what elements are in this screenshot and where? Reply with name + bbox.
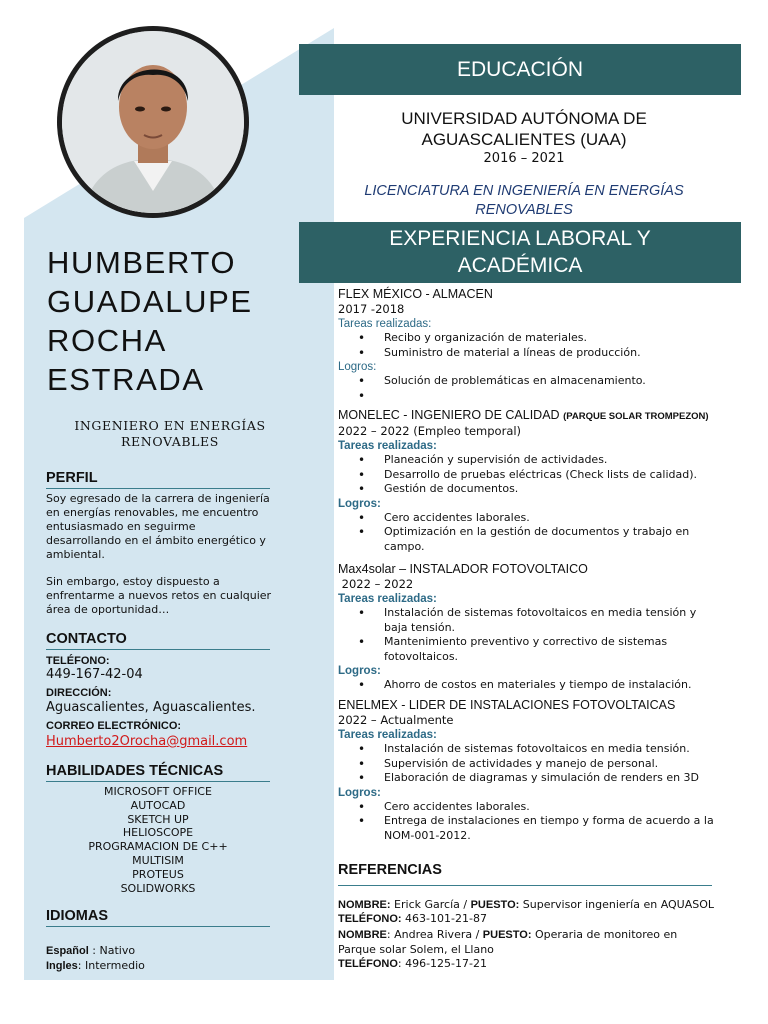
education-header: EDUCACIÓN bbox=[299, 44, 741, 95]
perfil-paragraph: Soy egresado de la carrera de ingeniería en energías renovables, me encuentro entusiasmado en seguirme desarrollando en el ámbito energético y ambiental. bbox=[46, 492, 270, 561]
language-level: : Nativo bbox=[88, 944, 136, 957]
ref-post-label: PUESTO: bbox=[482, 929, 532, 942]
university-name bbox=[334, 108, 714, 150]
language-level: : Intermedio bbox=[77, 959, 145, 972]
logros-list bbox=[338, 374, 718, 403]
tasks-list bbox=[338, 742, 718, 786]
logros-label: Logros: bbox=[338, 361, 377, 373]
name-line: GUADALUPE bbox=[47, 284, 253, 319]
list-item: • Suministro de material a líneas de producción. bbox=[338, 346, 718, 361]
email-link[interactable]: Humberto2Orocha@gmail.com bbox=[46, 734, 248, 749]
university-line: AGUASCALIENTES (UAA) bbox=[421, 130, 627, 149]
phone-label: TELÉFONO: bbox=[46, 655, 110, 667]
job-period: 2017 -2018 bbox=[338, 302, 405, 316]
reference-item bbox=[338, 898, 718, 926]
education-years: 2016 – 2021 bbox=[483, 151, 565, 166]
skills-list bbox=[46, 785, 270, 895]
logros-label: Logros: bbox=[338, 786, 381, 799]
language-item bbox=[46, 944, 135, 957]
language-item bbox=[46, 959, 145, 972]
skill-item: MICROSOFT OFFICE bbox=[104, 785, 212, 798]
reference-item bbox=[338, 928, 718, 971]
job-title-line: RENOVABLES bbox=[121, 434, 219, 449]
skills-heading: HABILIDADES TÉCNICAS bbox=[46, 763, 270, 782]
list-item: • Cero accidentes laborales. bbox=[338, 800, 718, 815]
list-item: • Instalación de sistemas fotovoltaicos en media tensión y baja tensión. bbox=[338, 606, 718, 635]
ref-phone-label: TELÉFONO bbox=[338, 957, 398, 970]
degree-name bbox=[334, 182, 714, 220]
degree-line: RENOVABLES bbox=[475, 202, 573, 218]
skill-item: SKETCH UP bbox=[127, 812, 189, 826]
university-line: UNIVERSIDAD AUTÓNOMA DE bbox=[401, 109, 647, 128]
job-title bbox=[338, 287, 718, 302]
tasks-list bbox=[338, 331, 718, 360]
list-item: • Cero accidentes laborales. bbox=[338, 511, 718, 526]
logros-list bbox=[338, 800, 718, 844]
tasks-label: Tareas realizadas: bbox=[338, 729, 437, 741]
job-entry bbox=[338, 562, 718, 693]
references-heading: REFERENCIAS bbox=[338, 862, 712, 886]
job-note: (PARQUE SOLAR TROMPEZON) bbox=[563, 411, 709, 422]
ref-post-label: PUESTO: bbox=[470, 899, 520, 911]
list-item: • Ahorro de costos en materiales y tiempo de instalación. bbox=[338, 678, 718, 693]
degree-line: LICENCIATURA EN INGENIERÍA EN ENERGÍAS bbox=[364, 183, 684, 199]
list-item: • Desarrollo de pruebas eléctricas (Check lists de calidad). bbox=[338, 468, 718, 483]
skill-item: HELIOSCOPE bbox=[122, 826, 194, 840]
job-title-text: MONELEC - INGENIERO DE CALIDAD bbox=[338, 408, 560, 422]
tasks-label: Tareas realizadas: bbox=[338, 593, 437, 605]
tasks-list bbox=[338, 453, 718, 497]
name-line: ESTRADA bbox=[47, 362, 205, 397]
logros-list bbox=[338, 678, 718, 693]
ref-phone: 463-101-21-87 bbox=[401, 912, 487, 926]
tasks-label: Tareas realizadas: bbox=[338, 318, 432, 330]
list-item: • Entrega de instalaciones en tiempo y forma de acuerdo a la NOM-001-2012. bbox=[338, 814, 718, 843]
job-title-text: Max4solar – INSTALADOR FOTOVOLTAICO bbox=[338, 562, 588, 576]
list-item: • Mantenimiento preventivo y correctivo de sistemas fotovoltaicos. bbox=[338, 635, 718, 664]
job-title-line: INGENIERO EN ENERGÍAS bbox=[74, 418, 266, 433]
job-title-text: ENELMEX - LIDER DE INSTALACIONES FOTOVOLTAICAS bbox=[338, 698, 676, 712]
tasks-label: Tareas realizadas: bbox=[338, 440, 437, 452]
job-period: 2022 – 2022 (Empleo temporal) bbox=[338, 424, 522, 438]
skill-item: AUTOCAD bbox=[130, 798, 186, 812]
profile-photo bbox=[57, 26, 249, 218]
job-period: 2022 – Actualmente bbox=[338, 713, 454, 727]
experience-header bbox=[299, 222, 741, 283]
list-item: • Supervisión de actividades y manejo de personal. bbox=[338, 757, 718, 772]
list-item: • Planeación y supervisión de actividades. bbox=[338, 453, 718, 468]
language-name: Español bbox=[46, 945, 89, 957]
logros-label: Logros: bbox=[338, 665, 381, 677]
job-title bbox=[338, 408, 718, 424]
perfil-heading: PERFIL bbox=[46, 470, 270, 489]
logros-label: Logros: bbox=[338, 497, 381, 510]
job-entry bbox=[338, 698, 718, 843]
list-item: • Recibo y organización de materiales. bbox=[338, 331, 718, 346]
ref-name: : Andrea Rivera / bbox=[386, 928, 483, 942]
perfil-paragraph-2: Sin embargo, estoy dispuesto a enfrentarme a nuevos retos en cualquier área de oportunidad… bbox=[46, 575, 272, 616]
ref-name-label: NOMBRE: bbox=[338, 899, 391, 911]
ref-phone: : 496-125-17-21 bbox=[397, 956, 487, 970]
list-item: • Optimización en la gestión de documentos y trabajo en campo. bbox=[338, 525, 718, 554]
job-title bbox=[338, 698, 718, 713]
ref-phone-label: TELÉFONO: bbox=[338, 913, 402, 926]
email-label: CORREO ELECTRÓNICO: bbox=[46, 720, 182, 732]
experience-header-line: ACADÉMICA bbox=[457, 254, 583, 277]
list-item bbox=[338, 389, 718, 404]
name-line: HUMBERTO bbox=[47, 245, 237, 280]
logros-list bbox=[338, 511, 718, 555]
avatar bbox=[62, 31, 244, 213]
skill-item: PROTEUS bbox=[132, 867, 184, 881]
ref-name-label: NOMBRE bbox=[338, 929, 387, 942]
phone-value: 449-167-42-04 bbox=[46, 667, 143, 682]
ref-name: Erick García / bbox=[390, 898, 471, 911]
list-item: • Gestión de documentos. bbox=[338, 482, 718, 497]
job-entry bbox=[338, 287, 718, 403]
job-title-text: FLEX MÉXICO - ALMACEN bbox=[338, 287, 493, 301]
ref-post: Supervisor ingeniería en AQUASOL bbox=[519, 898, 715, 911]
candidate-name bbox=[47, 243, 307, 399]
list-item: • Instalación de sistemas fotovoltaicos en media tensión. bbox=[338, 742, 718, 757]
contacto-heading: CONTACTO bbox=[46, 631, 270, 650]
references-list bbox=[338, 898, 718, 971]
list-item: • Solución de problemáticas en almacenamiento. bbox=[338, 374, 718, 389]
name-line: ROCHA bbox=[47, 323, 167, 358]
skill-item: SOLIDWORKS bbox=[120, 881, 196, 895]
job-title bbox=[338, 562, 718, 577]
skill-item: PROGRAMACION DE C++ bbox=[88, 840, 228, 854]
ref-post: Operaria de monitoreo en Parque solar Solem, el Llano bbox=[338, 928, 678, 956]
skill-item: MULTISIM bbox=[132, 853, 184, 867]
address-label: DIRECCIÓN: bbox=[46, 687, 112, 699]
job-entry bbox=[338, 408, 718, 554]
job-period: 2022 – 2022 bbox=[338, 577, 414, 591]
address-value: Aguascalientes, Aguascalientes. bbox=[46, 700, 256, 715]
tasks-list bbox=[338, 606, 718, 664]
language-name: Ingles bbox=[46, 960, 78, 972]
experience-header-line: EXPERIENCIA LABORAL Y bbox=[389, 227, 651, 250]
list-item: • Elaboración de diagramas y simulación de renders en 3D bbox=[338, 771, 718, 786]
job-title bbox=[40, 418, 300, 450]
languages-heading: IDIOMAS bbox=[46, 908, 270, 927]
